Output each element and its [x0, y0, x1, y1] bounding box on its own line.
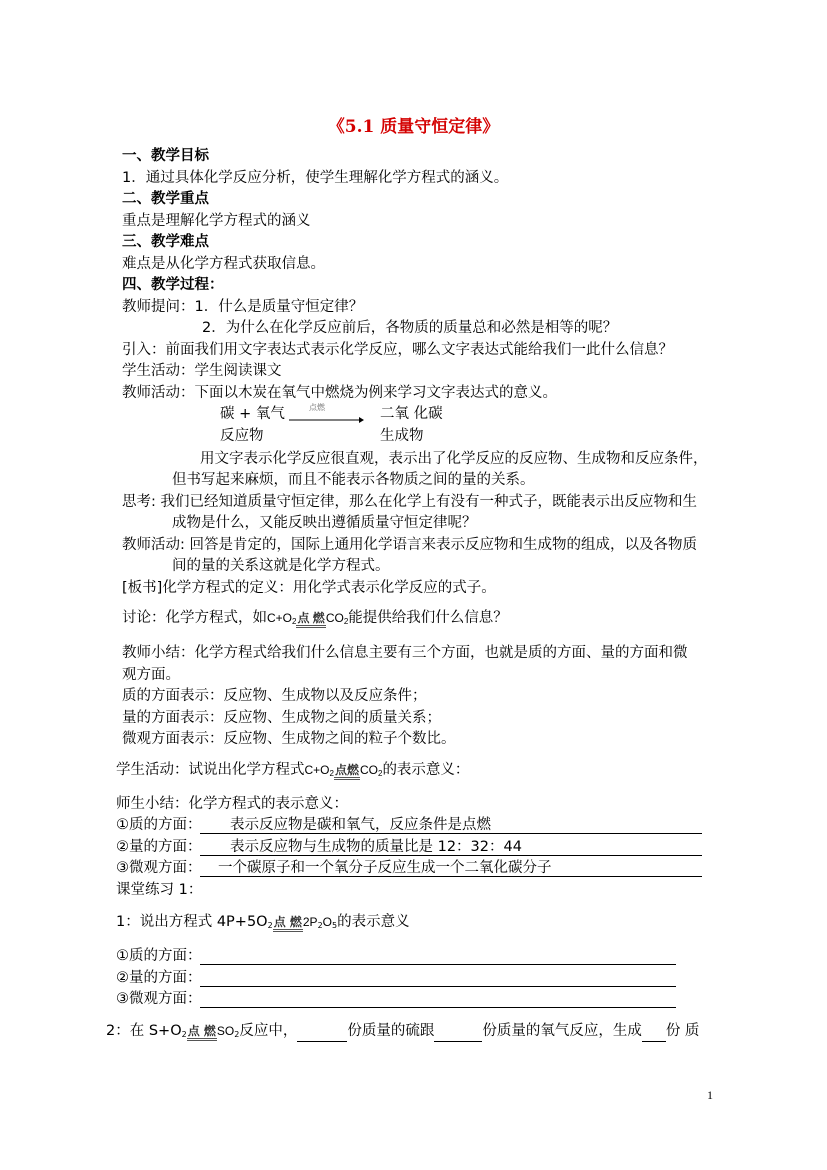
practice-answer-micro-label: ③微观方面：	[116, 991, 202, 1007]
explanation-line-1: 用文字表示化学反应很直观，表示出了化学反应的反应物、生成物和反应条件，	[200, 451, 708, 467]
practice-answer-quantity-line[interactable]	[200, 986, 676, 987]
discussion-prefix: 讨论：化学方程式，如	[122, 610, 267, 626]
micro-answer-underline	[200, 876, 702, 877]
quantity-answer-underline	[200, 855, 702, 856]
teacher-activity-1: 教师活动：下面以木炭在氧气中燃烧为例来学习文字表达式的意义。	[122, 385, 557, 401]
reaction-arrow-icon	[289, 412, 364, 424]
quality-answer-underline	[200, 833, 702, 834]
practice-answer-quality-line[interactable]	[200, 964, 676, 965]
blank-oxygen-mass[interactable]	[434, 1021, 482, 1042]
practice-question-2: 2：在 $S+O_2$点 燃$SO_2$反应中， 份质量的硫跟 份质量的氧气反应，生成 份 质	[106, 1021, 699, 1045]
word-equation-reactants: 碳 + 氧气	[220, 406, 285, 422]
blank-product-mass[interactable]	[642, 1021, 666, 1042]
teacher-activity-2a: 教师活动: 回答是肯定的，国际上通用化学语言来表示反应物和生成物的组成，以及各物质	[122, 537, 697, 553]
section-heading-key-points: 二、教学重点	[122, 191, 209, 207]
summary-quantity: 量的方面表示：反应物、生成物之间的质量关系；	[122, 710, 441, 726]
practice-answer-quantity-label: ②量的方面：	[116, 970, 202, 986]
teacher-question-2: 2．为什么在化学反应前后，各物质的质量总和必然是相等的呢？	[202, 320, 618, 336]
thinking-line-2: 成物是什么，又能反映出遵循质量守恒定律呢？	[172, 515, 477, 531]
chemical-equation-2: $C+O_2$点燃$CO_2$	[304, 763, 383, 778]
summary-micro: 微观方面表示：反应物、生成物之间的粒子个数比。	[122, 731, 456, 747]
teacher-activity-2b: 间的量的关系这就是化学方程式。	[172, 558, 390, 574]
discussion-line	[122, 608, 508, 632]
summary-quality: 质的方面表示：反应物、生成物以及反应条件；	[122, 688, 427, 704]
summary-line-1: 教师小结：化学方程式给我们什么信息主要有三个方面，也就是质的方面、量的方面和微	[122, 645, 688, 661]
teacher-question-1: 教师提问：1．什么是质量守恒定律？	[122, 299, 364, 315]
practice-answer-quality-label: ①质的方面：	[116, 948, 202, 964]
meaning-micro-label: ③微观方面：	[116, 860, 202, 876]
introduction-text: 引入：前面我们用文字表达式表示化学反应，哪么文字表达式能给我们一此什么信息？	[122, 342, 673, 358]
board-definition: [板书]化学方程式的定义：用化学式表示化学反应的式子。	[122, 580, 496, 596]
meaning-quality-label: ①质的方面：	[116, 817, 202, 833]
section-heading-objectives: 一、教学目标	[122, 148, 209, 164]
section-heading-difficulties: 三、教学难点	[122, 234, 209, 250]
blank-sulfur-mass[interactable]	[297, 1021, 347, 1042]
difficulty-text: 难点是从化学方程式获取信息。	[122, 256, 325, 272]
practice-question-1: 1：说出方程式 $4P+5O_2$点 燃$2P_2O_5$的表示意义	[116, 914, 410, 930]
objective-text: 1．通过具体化学反应分析，使学生理解化学方程式的涵义。	[122, 170, 509, 186]
explanation-line-2: 但书写起来麻烦，而且不能表示各物质之间的量的关系。	[172, 472, 535, 488]
word-equation-product: 二氧 化碳	[380, 406, 443, 422]
summary-line-2: 观方面。	[122, 667, 180, 683]
word-equation-condition: 点燃	[309, 403, 325, 412]
thinking-line-1: 思考: 我们已经知道质量守恒定律，那么在化学上有没有一种式子，既能表示出反应物和生	[122, 494, 697, 510]
equation-condition: 点 燃	[296, 612, 325, 628]
meaning-micro-answer: 一个碳原子和一个氧分子反应生成一个二氧化碳分子	[218, 860, 552, 876]
discussion-suffix: 能提供给我们什么信息？	[348, 610, 508, 626]
key-point-text: 重点是理解化学方程式的涵义	[122, 213, 311, 229]
meaning-heading: 师生小结：化学方程式的表示意义：	[116, 796, 348, 812]
reactant-label: 反应物	[220, 428, 264, 444]
meaning-quantity-label: ②量的方面：	[116, 839, 202, 855]
meaning-quantity-answer: 表示反应物与生成物的质量比是 12：32：44	[230, 839, 522, 855]
meaning-quality-answer: 表示反应物是碳和氧气，反应条件是点燃	[230, 817, 491, 833]
practice-heading: 课堂练习 1：	[116, 882, 203, 898]
student-activity-2: 学生活动：试说出化学方程式$C+O_2$点燃$CO_2$的表示意义：	[116, 762, 470, 778]
page-number: 1	[707, 1088, 713, 1102]
document-title: 《5.1 质量守恒定律》	[327, 117, 500, 137]
student-activity-1: 学生活动：学生阅读课文	[122, 363, 282, 379]
practice-answer-micro-line[interactable]	[200, 1007, 676, 1008]
section-heading-process: 四、教学过程：	[122, 277, 224, 293]
product-label: 生成物	[380, 428, 424, 444]
chemical-equation-1: $C+O_2$点 燃$CO_2$	[267, 611, 349, 626]
